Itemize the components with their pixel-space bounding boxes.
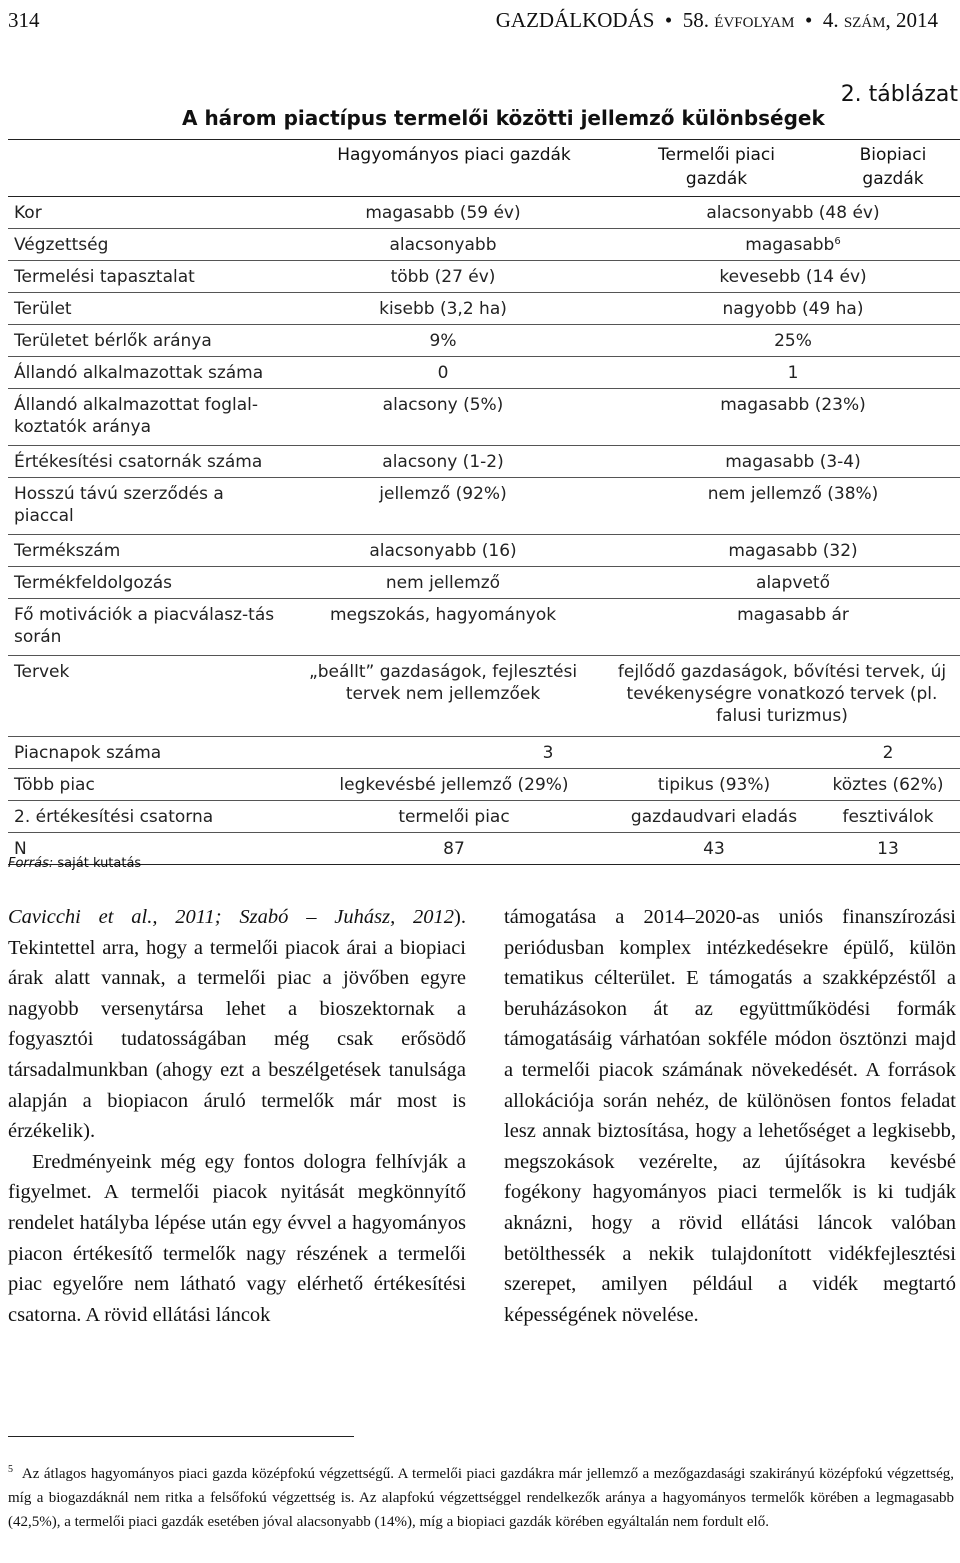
cell-traditional: 87	[443, 839, 465, 859]
table-row	[8, 229, 960, 261]
row-label: Termelési tapasztalat	[14, 267, 195, 287]
row-label: Végzettség	[14, 235, 109, 255]
table-row	[8, 769, 960, 801]
table-source	[8, 856, 141, 871]
cell-traditional-and-market: 3	[542, 743, 554, 763]
bullet-separator: •	[659, 8, 678, 32]
table-row	[8, 325, 960, 357]
column-header-organic: Biopiaci gazdák	[859, 145, 927, 189]
row-label: Termékszám	[14, 541, 121, 561]
volume-number: 58.	[682, 8, 710, 32]
cell-modern: nagyobb (49 ha)	[722, 299, 864, 319]
cell-modern: magasabb ár	[737, 605, 849, 625]
table-row	[8, 261, 960, 293]
year: 2014	[896, 8, 938, 32]
comparison-table	[8, 139, 960, 865]
issue-word: szám	[843, 8, 886, 32]
source-text: saját kutatás	[57, 856, 142, 871]
cell-modern: magasabb (32)	[728, 541, 858, 561]
cell-organic: köztes (62%)	[832, 775, 944, 795]
cell-farmers-market: gazdaudvari eladás	[630, 807, 798, 827]
source-label: Forrás:	[8, 856, 54, 871]
cell-modern: alapvető	[756, 573, 830, 593]
cell-traditional: „beállt” gazdaságok, fejlesztési tervek nem jellemzőek	[308, 662, 578, 704]
page-number: 314	[8, 8, 40, 32]
volume-word: évfolyam	[714, 8, 795, 32]
cell-traditional: 0	[437, 363, 449, 383]
row-label: N	[14, 839, 27, 859]
cell-traditional: alacsony (1-2)	[382, 452, 504, 472]
table-row	[8, 567, 960, 599]
body-column-right	[504, 902, 956, 1330]
row-label: Kor	[14, 203, 42, 223]
cell-organic: 2	[882, 743, 894, 763]
cell-modern: fejlődő gazdaságok, bővítési tervek, új tevékenységre vonatkozó tervek (pl. falusi turizmus)	[617, 662, 947, 726]
row-label: Hosszú távú szerződés a piaccal	[14, 484, 224, 526]
row-label: Fő motivációk a piacválasz-tás során	[14, 605, 275, 647]
cell-modern: kevesebb (14 év)	[719, 267, 867, 287]
table-row	[8, 197, 960, 229]
bullet-separator: •	[799, 8, 818, 32]
column-header-traditional: Hagyományos piaci gazdák	[337, 145, 571, 165]
cell-traditional: kisebb (3,2 ha)	[379, 299, 507, 319]
cell-modern: alacsonyabb (48 év)	[706, 203, 880, 223]
cell-modern: 25%	[774, 331, 812, 351]
cell-traditional: alacsonyabb	[389, 235, 497, 255]
cell-traditional: több (27 év)	[390, 267, 496, 287]
table-row	[8, 478, 960, 535]
footnote	[8, 1462, 954, 1534]
cell-modern: 1	[787, 363, 799, 383]
cell-traditional: alacsony (5%)	[382, 395, 504, 415]
row-label: Értékesítési csatornák száma	[14, 452, 263, 472]
table-title: A három piactípus termelői közötti jellemző különbségek	[182, 106, 825, 130]
paragraph: támogatása a 2014–2020-as uniós finanszírozási periódusban komplex intézkedésekre épülő, külön tematikus célterület. E támogatás a szakképzéstől a beruházásokon át az együttműködési formák támogatásáig várhatóan sokféle módon ösztönzi majd a termelői piacok számának növekedését. A források allokációja során nehéz, de különösen fontos feladat lesz annak biztosítása, hogy a lehetőséget a legkisebb, megszokások vezérelte, az újításokra kevésbé fogékony hagyományos piaci termelők is ki tudják aknázni, hogy a rövid ellátási láncok valóban betölthessék a nekik tulajdonított vidékfejlesztési szerepet, amilyen például a vidék megtartó képességének növelése.	[504, 906, 956, 1326]
cell-traditional: megszokás, hagyományok	[329, 605, 557, 625]
footnote-text: Az átlagos hagyományos piaci gazda középfokú végzettségű. A termelői piaci gazdákra már jellemző a mezőgazdasági szakirányú középfokú végzettség, míg a biogazdáknál nem ritka a felsőfokú végzettség is. Az alapfokú végzettséggel rendelkezők aránya a hagyományos termelők körében a legmagasabb (42,5%), a termelői piaci gazdák esetében jóval alacsonyabb (14%), míg a biopiaci gazdák körében egyáltalán nem fordult elő.	[8, 1466, 955, 1530]
running-title	[496, 8, 938, 33]
table-row	[8, 357, 960, 389]
paragraph: Eredményeink még egy fontos dologra felhívják a figyelmet. A termelői piacok nyitását megkönnyítő rendelet hatályba lépése után egy évvel a hagyományos piacon értékesítő termelők nagy részének a termelői piac egyelőre nem látható vagy elérhető értékesítési csatorna. A rövid ellátási láncok	[8, 1150, 466, 1326]
footnote-rule	[8, 1436, 354, 1437]
row-label: Termékfeldolgozás	[14, 573, 172, 593]
cell-traditional: alacsonyabb (16)	[369, 541, 517, 561]
body-column-left	[8, 902, 466, 1330]
footnote-mark: 5	[8, 1464, 13, 1475]
row-label: Állandó alkalmazottat foglal-koztatók aránya	[14, 395, 258, 437]
cell-farmers-market: 43	[703, 839, 725, 859]
table-row	[8, 801, 960, 833]
cell-organic: fesztiválok	[842, 807, 934, 827]
cell-traditional: termelői piac	[398, 807, 510, 827]
row-label: Tervek	[14, 662, 70, 682]
paragraph-text: ). Tekintettel arra, hogy a termelői piacok árai a biopiaci árak alatt vannak, a termelői piac a jövőben egyre nagyobb versenytársa lehet a bioszektornak a fogyasztói tudatosságában még csak erősödő társadalmunkban (ahogy ezt a beszélgetések tanulsága alapján a biopiacon áruló termelők már most is érzékelik).	[8, 906, 466, 1143]
cell-value: magasabb	[745, 235, 835, 255]
paragraph	[8, 902, 466, 1147]
table-row	[8, 833, 960, 865]
table-row	[8, 737, 960, 769]
cell-traditional: jellemző (92%)	[379, 484, 507, 504]
row-label: Piacnapok száma	[14, 743, 162, 763]
table-label: 2. táblázat	[840, 82, 958, 107]
cell-traditional: 9%	[429, 331, 457, 351]
row-label: Terület	[14, 299, 72, 319]
cell-modern	[648, 234, 938, 256]
table-row	[8, 446, 960, 478]
footnote-reference: 6	[834, 236, 841, 247]
row-label: Területet bérlők aránya	[14, 331, 212, 351]
cell-modern: magasabb (23%)	[720, 395, 866, 415]
row-label: Állandó alkalmazottak száma	[14, 363, 264, 383]
cell-farmers-market: tipikus (93%)	[657, 775, 771, 795]
table-row	[8, 656, 960, 737]
row-label: Több piac	[14, 775, 95, 795]
journal-name: GAZDÁLKODÁS	[495, 8, 655, 32]
cell-traditional: magasabb (59 év)	[365, 203, 521, 223]
table-row	[8, 599, 960, 656]
cell-modern: nem jellemző (38%)	[707, 484, 879, 504]
table-row	[8, 535, 960, 567]
comma: ,	[885, 8, 896, 32]
table-header-row	[8, 139, 960, 197]
row-label: 2. értékesítési csatorna	[14, 807, 214, 827]
cell-organic: 13	[877, 839, 899, 859]
cell-traditional: nem jellemző	[385, 573, 501, 593]
cell-traditional: legkevésbé jellemző (29%)	[339, 775, 569, 795]
column-header-farmers-market: Termelői piaci gazdák	[658, 145, 775, 189]
cell-modern: magasabb (3-4)	[725, 452, 861, 472]
issue-number: 4.	[822, 8, 839, 32]
table-row	[8, 389, 960, 446]
citation: Cavicchi et al., 2011; Szabó – Juhász, 2012	[8, 906, 455, 928]
table-row	[8, 293, 960, 325]
